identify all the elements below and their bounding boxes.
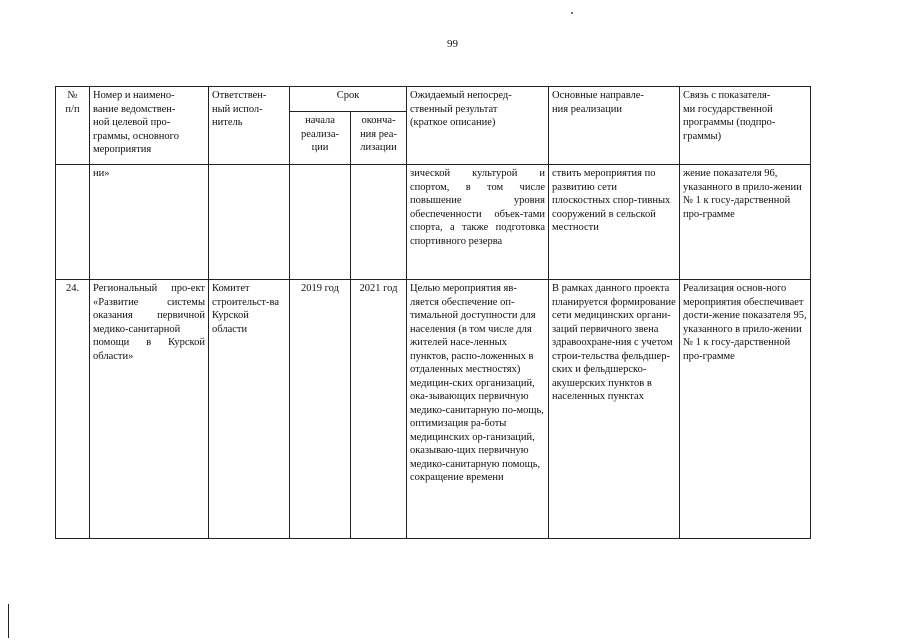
- header-directions: Основные направле- ния реализации: [549, 87, 680, 165]
- header-responsible: Ответствен- ный испол- нитель: [209, 87, 290, 165]
- cell-name: Региональный про-ект «Развитие системы оказания первичной медико-санитарной помощи в Курской области»: [90, 280, 209, 539]
- cell-start: [290, 165, 351, 280]
- header-name: Номер и наимено- вание ведомствен- ной целевой про- граммы, основного мероприятия: [90, 87, 209, 165]
- cell-start: 2019 год: [290, 280, 351, 539]
- program-activities-table: [55, 86, 811, 539]
- cell-result: Целью мероприятия яв-ляется обеспечение оп-тимальной доступности для населения (в том числе для жителей насе-ленных пунктов, распо-ложенных в отдаленных местностях) медицин-ских организаций, ока-зывающих первичную медико-санитарную по-мощь, оптимизация ра-боты медицинских ор-ганизаций, оказываю-щих первичную медико-санитарную помощь, сокращение времени: [407, 280, 549, 539]
- cell-responsible: [209, 165, 290, 280]
- header-term: Срок: [290, 87, 407, 112]
- table-row: [56, 165, 811, 280]
- cell-directions: ствить мероприятия по развитию сети плоскостных спор-тивных сооружений в сельской местности: [549, 165, 680, 280]
- header-link: Связь с показателя- ми государственной программы (подпро- граммы): [680, 87, 811, 165]
- cell-end: 2021 год: [351, 280, 407, 539]
- cell-link: жение показателя 96, указанного в прило-жении № 1 к госу-дарственной про-грамме: [680, 165, 811, 280]
- table-header-row: [56, 87, 811, 112]
- cell-result: зической культурой и спортом, в том числе повышение уровня обеспеченности объек-тами спорта, а также подготовка спортивного резерва: [407, 165, 549, 280]
- cell-responsible: Комитет строительст-ва Курской области: [209, 280, 290, 539]
- cell-name: ни»: [90, 165, 209, 280]
- cell-link: Реализация основ-ного мероприятия обеспечивает дости-жение показателя 95, указанного в прило-жении № 1 к госу-дарственной про-грамме: [680, 280, 811, 539]
- page-number: 99: [447, 38, 458, 50]
- scan-speck: [571, 12, 573, 14]
- header-term-end: оконча- ния реа- лизации: [351, 112, 407, 165]
- header-num: № п/п: [56, 87, 90, 165]
- header-result: Ожидаемый непосред- ственный результат (краткое описание): [407, 87, 549, 165]
- cell-num: [56, 165, 90, 280]
- header-term-start: начала реализа- ции: [290, 112, 351, 165]
- scan-edge-mark: [8, 604, 9, 638]
- cell-num: 24.: [56, 280, 90, 539]
- cell-end: [351, 165, 407, 280]
- cell-directions: В рамках данного проекта планируется формирование сети медицинских органи-заций первичного звена здравоохране-ния с учетом строи-тельства фельдшер-ских и фельдшерско-акушерских пунктов в населенных пунктах: [549, 280, 680, 539]
- table-row: [56, 280, 811, 539]
